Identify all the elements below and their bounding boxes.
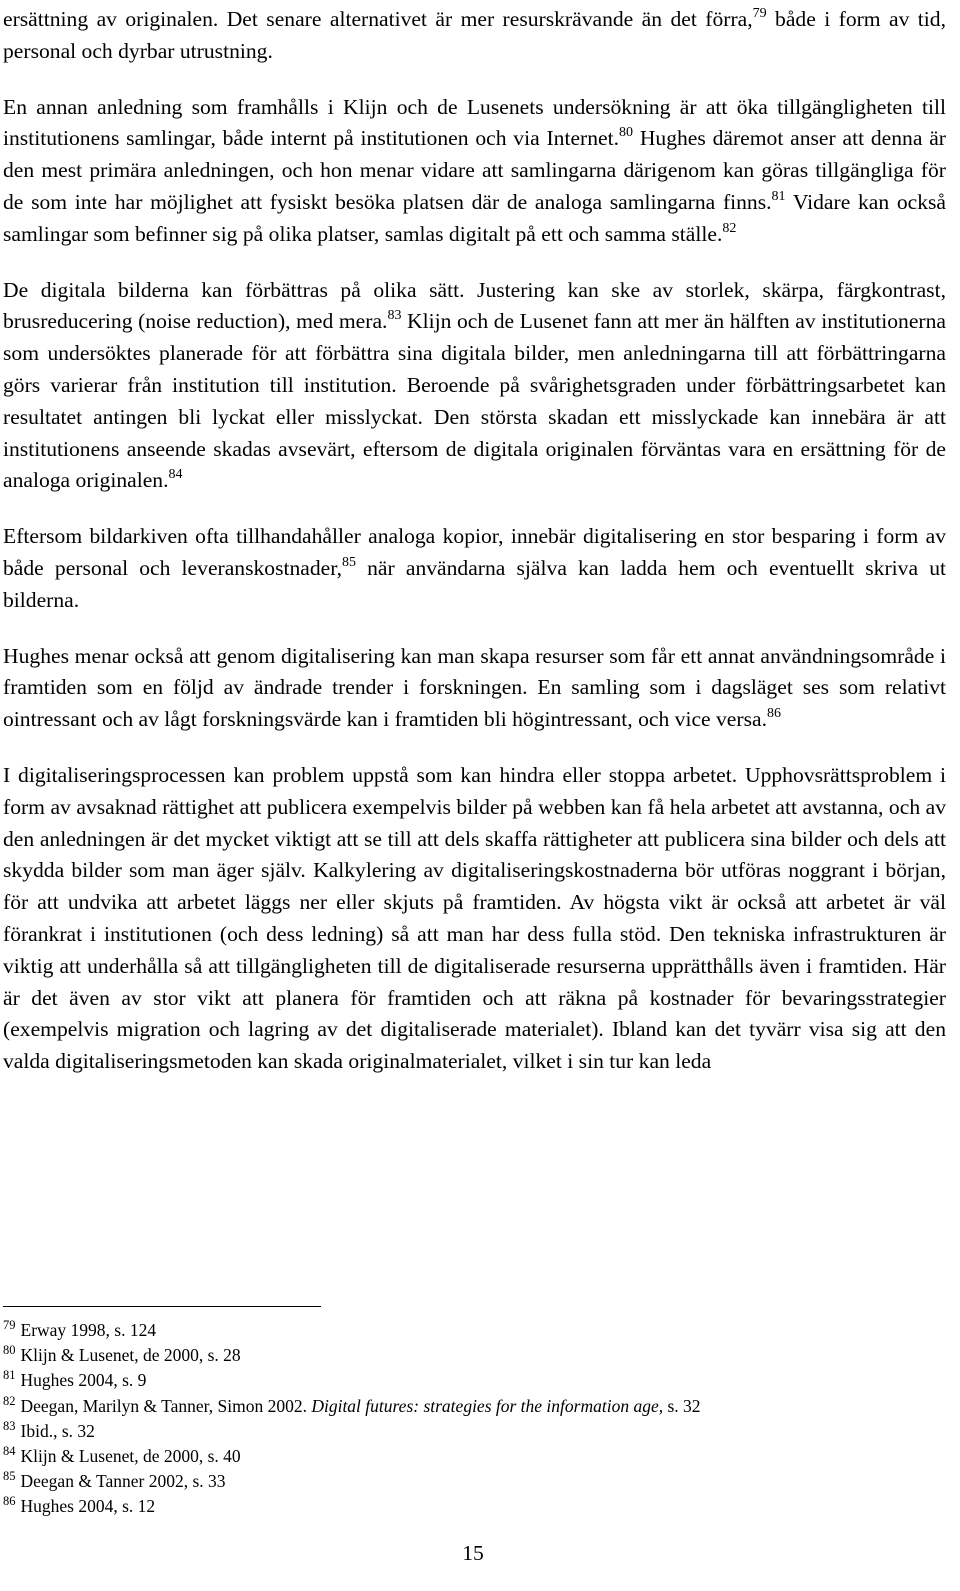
footnote-separator (3, 1306, 321, 1307)
footnote-text: Hughes 2004, s. 9 (20, 1370, 147, 1391)
paragraph-text: Eftersom bildarkiven ofta tillhandahåller analoga kopior, innebär digitalisering en stor besparing i form av både personal och leveranskostnader, (3, 524, 946, 580)
footnote-reference: 86 (766, 706, 781, 722)
footnote-text: Deegan, Marilyn & Tanner, Simon 2002. (20, 1395, 312, 1416)
paragraph-text: En annan anledning som framhålls i Klijn och de Lusenets undersökning är att öka tillgängligheten till institutionens samlingar, både internt på institutionen och via Internet. (3, 94, 946, 151)
footnote-number: 84 (3, 1444, 16, 1459)
paragraph (3, 641, 946, 736)
paragraph-text: Hughes däremot anser att denna är den mest primära anledningen, och hon menar vidare att samlingarna därigenom kan göras tillgängliga för de som inte har möjlighet att fysiskt besöka platsen där de analoga samlingarna finns. (3, 126, 946, 214)
footnote-title: Digital futures: strategies for the information age, (311, 1395, 664, 1416)
footnote (3, 1394, 943, 1419)
footnote-reference: 85 (341, 554, 356, 570)
footnote (3, 1419, 943, 1444)
footnote (3, 1318, 943, 1343)
footnote-reference: 82 (722, 220, 737, 236)
paragraph-text: Klijn och de Lusenet fann att mer än hälften av institutionerna som undersöktes planerade för att förbättra sina digitala bilder, men anledningarna till att förbättringarna görs varierar från institution till institution. Beroende på svårighetsgraden under förbättringsarbetet kan resultatet antingen bli lyckat eller misslyckat. Den största skadan ett misslyckade kan innebära är att institutionens anseende skadas avsevärt, eftersom de digitala originalen förväntas vara en ersättning för de analoga originalen. (3, 309, 946, 493)
footnote-reference: 79 (752, 6, 767, 21)
footnote-reference: 83 (387, 308, 402, 324)
footnote-number: 85 (3, 1469, 16, 1484)
footnote (3, 1444, 943, 1469)
footnote-text: Ibid., s. 32 (20, 1420, 95, 1441)
paragraph (3, 4, 946, 68)
paragraph-text: Hughes menar också att genom digitalisering kan man skapa resurser som får ett annat användningsområde i framtiden som en följd av ändrade trender i forskningen. En samling som i dagsläget ses som relativt ointressant och av lågt forskningsvärde kan i framtiden bli högintressant, och vice versa. (3, 643, 946, 732)
footnote-text: Hughes 2004, s. 12 (20, 1496, 156, 1517)
paragraph-text: när användarna själva kan ladda hem och eventuellt skriva ut bilderna. (3, 555, 946, 612)
footnotes (3, 1318, 943, 1520)
footnote-number: 81 (3, 1368, 16, 1383)
footnote-number: 86 (3, 1494, 16, 1509)
footnote (3, 1469, 943, 1494)
paragraph (3, 275, 946, 498)
page-number: 15 (462, 1541, 484, 1565)
footnote-text: Deegan & Tanner 2002, s. 33 (20, 1471, 226, 1492)
body-text (3, 0, 946, 1078)
paragraph-text: både i form av tid, personal och dyrbar utrustning. (3, 7, 946, 63)
footnote (3, 1368, 943, 1393)
footnote (3, 1343, 943, 1368)
paragraph-text: Vidare kan också samlingar som befinner sig på olika platser, samlas digitalt på ett och samma ställe. (3, 189, 946, 246)
footnote-text: s. 32 (663, 1395, 701, 1416)
paragraph (3, 760, 946, 1078)
footnote-number: 83 (3, 1418, 16, 1433)
footnote-reference: 80 (619, 125, 634, 141)
footnote-reference: 84 (168, 467, 183, 483)
paragraph-text: ersättning av originalen. Det senare alternativet är mer resurskrävande än det förra, (3, 7, 753, 31)
paragraph (3, 92, 946, 251)
footnote-number: 80 (3, 1343, 16, 1358)
footnote-text: Erway 1998, s. 124 (20, 1320, 157, 1340)
footnote-number: 79 (3, 1318, 16, 1332)
paragraph-text: I digitaliseringsprocessen kan problem uppstå som kan hindra eller stoppa arbetet. Upphovsrättsproblem i form av avsaknad rättighet att publicera exempelvis bilder på webben kan få hela arbetet att avstanna, och av den anledningen är det mycket viktigt att se till att dels skaffa rättigheter att publicera sina bilder och dels att skydda bilder som man äger själv. Kalkylering av digitaliseringskostnaderna bör utföras noggrant i början, för att undvika att arbetet läggs ner eller skjuts på framtiden. Av högsta vikt är också att arbetet är väl förankrat i institutionen (och dess ledning) så att man har dess fulla stöd. Den tekniska infrastrukturen är viktig att underhålla så att tillgängligheten till de digitaliserade resurserna upprätthålls även i framtiden. Här är det även av stor vikt att planera för framtiden och att räkna på kostnader för bevaringsstrategier (exempelvis migration och lagring av det digitaliserade materialet). Ibland kan det tyvärr visa sig att den valda digitaliseringsmetoden kan skada originalmaterialet, vilket i sin tur kan leda (3, 762, 946, 1074)
footnote-number: 82 (3, 1393, 16, 1408)
paragraph (3, 521, 946, 616)
footnote (3, 1494, 943, 1519)
footnote-text: Klijn & Lusenet, de 2000, s. 40 (20, 1446, 241, 1467)
footnote-reference: 81 (771, 188, 786, 204)
paragraph-text: De digitala bilderna kan förbättras på olika sätt. Justering kan ske av storlek, skärpa, färgkontrast, brusreducering (noise reduction), med mera. (3, 277, 946, 334)
footnote-text: Klijn & Lusenet, de 2000, s. 28 (20, 1345, 241, 1366)
